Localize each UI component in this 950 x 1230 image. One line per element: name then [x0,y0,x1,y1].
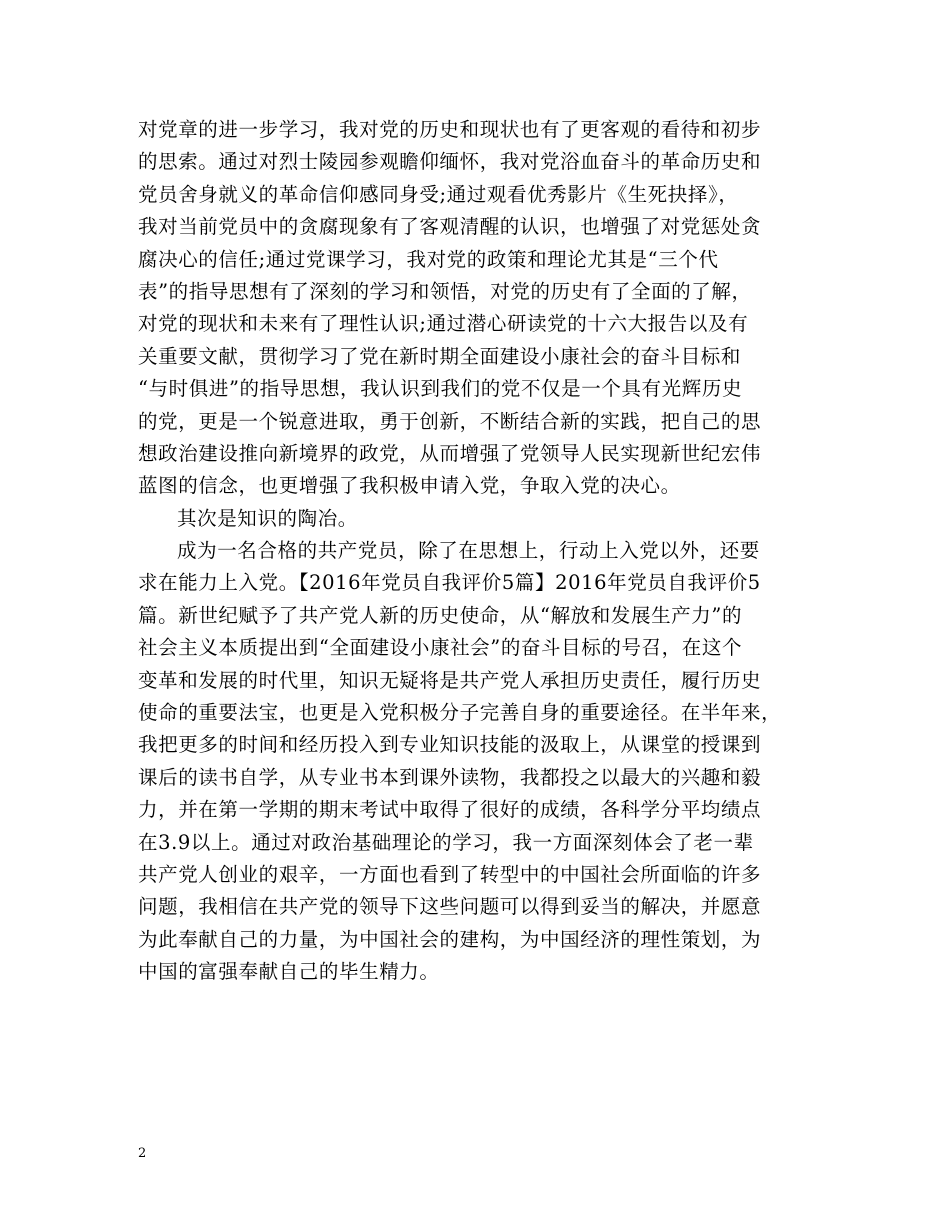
body-text [138,114,828,989]
text-line: 问题，我相信在共产党的领导下这些问题可以得到妥当的解决，并愿意 [138,895,762,919]
text-line: 党员舍身就义的革命信仰感同身受;通过观看优秀影片《生死抉择》， [138,182,739,206]
text-line: 为此奉献自己的力量，为中国社会的建构，为中国经济的理性策划，为 [138,927,762,951]
text-line: 求在能力上入党。【2016年党员自我评价5篇】2016年党员自我评价5 [138,571,761,595]
text-line: 的思索。通过对烈士陵园参观瞻仰缅怀，我对党浴血奋斗的革命历史和 [138,150,762,174]
text-line: 其次是知识的陶冶。 [177,506,358,530]
text-line: 腐决心的信任;通过党课学习，我对党的政策和理论尤其是“三个代 [138,247,719,271]
text-line: 共产党人创业的艰辛，一方面也看到了转型中的中国社会所面临的许多 [138,862,762,886]
text-line: 变革和发展的时代里，知识无疑将是共产党人承担历史责任，履行历史 [138,668,762,692]
text-line: 成为一名合格的共产党员，除了在思想上，行动上入党以外，还要 [177,539,760,563]
text-line: 我对当前党员中的贪腐现象有了客观清醒的认识，也增强了对党惩处贪 [138,215,762,239]
text-line: 在3.9以上。通过对政治基础理论的学习，我一方面深刻体会了老一辈 [138,830,754,854]
text-line: 我把更多的时间和经历投入到专业知识技能的汲取上，从课堂的授课到 [138,733,762,757]
text-line: 想政治建设推向新境界的政党，从而增强了党领导人民实现新世纪宏伟 [138,441,762,465]
text-line: 使命的重要法宝，也更是入党积极分子完善自身的重要途径。在半年来， [138,701,782,725]
text-line: 社会主义本质提出到“全面建设小康社会”的奋斗目标的号召，在这个 [138,636,743,660]
text-line: 中国的富强奉献自己的毕生精力。 [138,960,440,984]
text-line: 表”的指导思想有了深刻的学习和领悟，对党的历史有了全面的了解， [138,279,752,303]
text-line: 对党章的进一步学习，我对党的历史和现状也有了更客观的看待和初步 [138,118,762,141]
text-line: 课后的读书自学，从专业书本到课外读物，我都投之以最大的兴趣和毅 [138,765,762,789]
text-line: 关重要文献，贯彻学习了党在新时期全面建设小康社会的奋斗目标和 [138,344,742,368]
text-line: 力，并在第一学期的期末考试中取得了很好的成绩，各科学分平均绩点 [138,798,762,822]
text-line: “与时俱进”的指导思想，我认识到我们的党不仅是一个具有光辉历史 [138,377,743,401]
text-line: 篇。新世纪赋予了共产党人新的历史使命，从“解放和发展生产力”的 [138,603,743,627]
text-line: 的党，更是一个锐意进取，勇于创新，不断结合新的实践，把自己的思 [138,409,762,433]
text-line: 对党的现状和未来有了理性认识;通过潜心研读党的十六大报告以及有 [138,312,749,336]
page-number: 2 [138,1146,147,1161]
text-line: 蓝图的信念，也更增强了我积极申请入党，争取入党的决心。 [138,474,681,498]
